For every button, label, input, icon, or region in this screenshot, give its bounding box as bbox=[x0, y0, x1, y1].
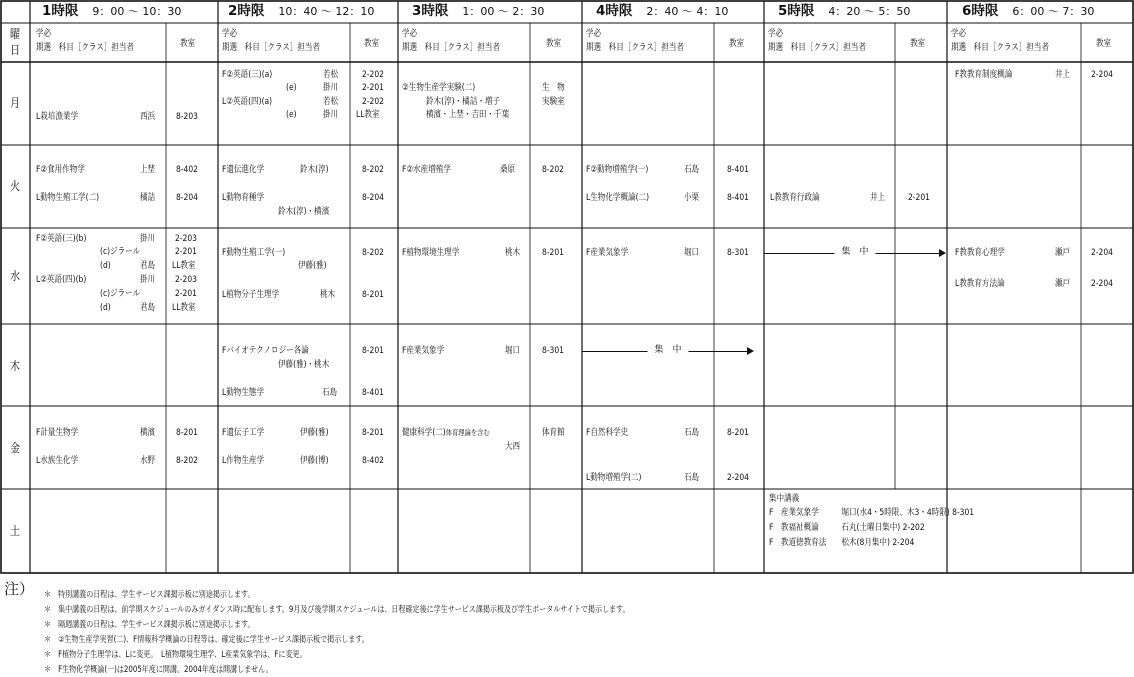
course-teacher: 桃木 bbox=[505, 248, 521, 258]
note-item: ＊ ②生物生産学実習(二)、F情報科学概論の日程等は、確定後に学生サービス課掲示板で掲示します。 bbox=[44, 634, 369, 644]
course-room: 8-201 bbox=[362, 428, 384, 438]
course-room: 2-204 bbox=[1091, 248, 1113, 258]
course-room: 8-204 bbox=[176, 193, 198, 203]
intensive-arrow-label: 集 中 bbox=[647, 346, 688, 355]
course-room: 8-202 bbox=[362, 248, 384, 258]
course-room: 8-202 bbox=[176, 456, 198, 466]
course-subheader-5: 学必 bbox=[768, 29, 784, 39]
course-title: F産業気象学 bbox=[586, 248, 629, 258]
day-mon: 月 bbox=[10, 96, 21, 110]
course-staff: 伊藤(雅) bbox=[298, 261, 327, 271]
course-teacher: 上埜 bbox=[140, 165, 156, 175]
course-title: L動物生殖工学(二) bbox=[36, 193, 100, 203]
course-title: L教教育行政論 bbox=[770, 193, 820, 203]
course-staff: 横濱・上埜・吉田・千葉 bbox=[426, 110, 510, 120]
course-title: (d) bbox=[100, 303, 111, 313]
course-title: (c)ジラール bbox=[100, 289, 141, 299]
course-title: Fバイオテクノロジー各論 bbox=[222, 346, 309, 356]
course-title: L栽培漁業学 bbox=[36, 112, 79, 122]
course-subheader-6: 学必 bbox=[951, 29, 967, 39]
course-teacher: 石島 bbox=[322, 388, 338, 398]
course-room: 2-204 bbox=[1091, 70, 1113, 80]
day-tue: 火 bbox=[10, 179, 21, 193]
course-subheader-4b: 期選 科目［クラス］担当者 bbox=[586, 43, 685, 53]
course-teacher: 君島 bbox=[140, 303, 156, 313]
course-teacher: 堀口 bbox=[505, 346, 521, 356]
course-teacher: 大西 bbox=[505, 442, 521, 452]
course-room: 8-402 bbox=[362, 456, 384, 466]
room-subheader-2: 教室 bbox=[364, 39, 380, 49]
course-title: ②生物生産学実験(二) bbox=[402, 83, 476, 93]
course-teacher: 瀬戸 bbox=[1055, 279, 1071, 289]
course-title: F計量生物学 bbox=[36, 428, 79, 438]
course-title: F②英語(三)(a) bbox=[222, 70, 273, 80]
course-title: F植物環境生理学 bbox=[402, 248, 460, 258]
course-teacher: 桑原 bbox=[500, 165, 516, 175]
course-room: 8-401 bbox=[362, 388, 384, 398]
course-room: 2-202 bbox=[362, 70, 384, 80]
course-title: L水族生化学 bbox=[36, 456, 79, 466]
course-teacher: 石島 bbox=[684, 165, 700, 175]
course-staff: 鈴木(淳)・橘詰・増子 bbox=[426, 97, 500, 107]
course-room: 8-201 bbox=[362, 346, 384, 356]
course-room: 2-201 bbox=[175, 289, 197, 299]
course-title: 健康科学(二)体育理論を含む bbox=[402, 428, 490, 438]
course-teacher: 君島 bbox=[140, 261, 156, 271]
course-subheader-5b: 期選 科目［クラス］担当者 bbox=[768, 43, 867, 53]
course-room: 2-201 bbox=[175, 247, 197, 257]
course-title: L生物化学概論(二) bbox=[586, 193, 650, 203]
course-title: L②英語(四)(b) bbox=[36, 275, 87, 285]
notes-header: 注） bbox=[4, 580, 35, 598]
day-thu: 木 bbox=[10, 359, 21, 373]
course-room: 体育館 bbox=[542, 428, 565, 438]
period-1-header: 1時限 9：00 〜 10：30 bbox=[42, 3, 182, 19]
period-2-header: 2時限 10：40 〜 12：10 bbox=[228, 3, 375, 19]
course-subheader-2b: 期選 科目［クラス］担当者 bbox=[222, 43, 321, 53]
course-title: F教教育心理学 bbox=[955, 248, 1005, 258]
course-title: L作物生産学 bbox=[222, 456, 265, 466]
course-subheader-3b: 期選 科目［クラス］担当者 bbox=[402, 43, 501, 53]
course-title: L動物増殖学(二) bbox=[586, 473, 642, 483]
note-item: ＊ F植物分子生理学は、Lに変更。 L植物環境生理学、L産業気象学は、Fに変更。 bbox=[44, 649, 307, 659]
intensive-arrow bbox=[582, 347, 754, 356]
course-teacher: 掛川 bbox=[323, 83, 339, 93]
course-subheader-6b: 期選 科目［クラス］担当者 bbox=[951, 43, 1050, 53]
course-room: 2-203 bbox=[175, 275, 197, 285]
intensive-item: F 産業気象学 堀口(水4・5時限、木3・4時限) 8-301 bbox=[769, 508, 975, 518]
course-title: (e) bbox=[286, 110, 297, 120]
course-room: 8-201 bbox=[362, 290, 384, 300]
course-room: 実験室 bbox=[542, 97, 565, 107]
course-title: (c)ジラール bbox=[100, 247, 141, 257]
intensive-arrow bbox=[764, 249, 946, 258]
course-subheader-2: 学必 bbox=[222, 29, 238, 39]
course-teacher: 桃木 bbox=[320, 290, 336, 300]
course-room: LL教室 bbox=[356, 110, 380, 120]
course-teacher: 石島 bbox=[684, 428, 700, 438]
course-staff: 伊藤(雅)・桃木 bbox=[278, 360, 330, 370]
course-room: 8-204 bbox=[362, 193, 384, 203]
course-subheader-3: 学必 bbox=[402, 29, 418, 39]
course-room: 8-301 bbox=[542, 346, 564, 356]
course-room: 2-201 bbox=[908, 193, 930, 203]
course-teacher: 堀口 bbox=[684, 248, 700, 258]
course-room: 8-301 bbox=[727, 248, 749, 258]
room-subheader-4: 教室 bbox=[729, 39, 745, 49]
course-title: F②水産増殖学 bbox=[402, 165, 451, 175]
course-title: L②英語(四)(a) bbox=[222, 97, 273, 107]
course-teacher: 掛川 bbox=[140, 275, 156, 285]
room-subheader-3: 教室 bbox=[546, 39, 562, 49]
intensive-item: F 教福祉概論 石丸(土曜日集中) 2-202 bbox=[769, 523, 925, 533]
course-room: 8-201 bbox=[176, 428, 198, 438]
intensive-arrow-label: 集 中 bbox=[834, 248, 875, 257]
room-subheader-5: 教室 bbox=[910, 39, 926, 49]
course-teacher: 橘詰 bbox=[140, 193, 156, 203]
course-room: 8-202 bbox=[362, 165, 384, 175]
period-4-header: 4時限 2：40 〜 4：10 bbox=[596, 3, 729, 19]
course-teacher: 瀬戸 bbox=[1055, 248, 1071, 258]
course-teacher: 横濱 bbox=[140, 428, 156, 438]
course-teacher: 小栗 bbox=[684, 193, 700, 203]
day-sat: 土 bbox=[10, 524, 21, 538]
note-item: ＊ 特別講義の日程は、学生サービス課掲示板に別途掲示します。 bbox=[44, 589, 255, 599]
course-room: 8-203 bbox=[176, 112, 198, 122]
course-room: 2-204 bbox=[1091, 279, 1113, 289]
intensive-title: 集中講義 bbox=[769, 494, 800, 504]
course-room: 2-203 bbox=[175, 234, 197, 244]
course-room: 8-202 bbox=[542, 165, 564, 175]
course-teacher: 西浜 bbox=[140, 112, 156, 122]
course-room: 生 物 bbox=[542, 83, 565, 93]
course-title: F産業気象学 bbox=[402, 346, 445, 356]
course-teacher: 掛川 bbox=[140, 234, 156, 244]
course-title: L植物分子生理学 bbox=[222, 290, 280, 300]
course-title: (d) bbox=[100, 261, 111, 271]
course-title: F②食用作物学 bbox=[36, 165, 85, 175]
course-room: 8-201 bbox=[542, 248, 564, 258]
course-teacher: 若松 bbox=[323, 97, 339, 107]
intensive-item: F 教道徳教育法 松木(8月集中) 2-204 bbox=[769, 538, 915, 548]
course-teacher: 井上 bbox=[1055, 70, 1071, 80]
course-teacher: 掛川 bbox=[323, 110, 339, 120]
course-teacher: 石島 bbox=[684, 473, 700, 483]
course-title: L動物育種学 bbox=[222, 193, 265, 203]
course-staff: 鈴木(淳)・横濱 bbox=[278, 207, 330, 217]
course-title: F②英語(三)(b) bbox=[36, 234, 87, 244]
course-title: L動物生態学 bbox=[222, 388, 265, 398]
course-title: F自然科学史 bbox=[586, 428, 629, 438]
course-room: 8-201 bbox=[727, 428, 749, 438]
course-teacher: 伊藤(雅) bbox=[300, 428, 329, 438]
course-room: 2-204 bbox=[727, 473, 749, 483]
course-title: F遺伝進化学 bbox=[222, 165, 265, 175]
course-note: 体育理論を含む bbox=[445, 428, 490, 437]
course-room: LL教室 bbox=[172, 261, 196, 271]
course-teacher: 鈴木(淳) bbox=[300, 165, 329, 175]
course-teacher: 伊藤(博) bbox=[300, 456, 329, 466]
course-room: 8-402 bbox=[176, 165, 198, 175]
course-title: F教教育制度概論 bbox=[955, 70, 1013, 80]
room-subheader-1: 教室 bbox=[180, 39, 196, 49]
course-title: F②動物増殖学(一) bbox=[586, 165, 649, 175]
course-subheader-4: 学必 bbox=[586, 29, 602, 39]
note-item: ＊ 隔週講義の日程は、学生サービス課掲示板に別途掲示します。 bbox=[44, 619, 255, 629]
day-wed: 水 bbox=[10, 269, 21, 283]
course-subheader-1: 学必 bbox=[36, 29, 52, 39]
course-teacher: 井上 bbox=[870, 193, 886, 203]
period-5-header: 5時限 4：20 〜 5：50 bbox=[778, 3, 911, 19]
room-subheader-6: 教室 bbox=[1096, 39, 1112, 49]
course-title: F動物生殖工学(一) bbox=[222, 248, 286, 258]
note-item: ＊ F生物化学概論(一)は2005年度に開講。2004年度は開講しません。 bbox=[44, 664, 273, 674]
day-fri: 金 bbox=[10, 441, 21, 455]
course-title: (e) bbox=[286, 83, 297, 93]
period-6-header: 6時限 6：00 〜 7：30 bbox=[962, 3, 1095, 19]
period-3-header: 3時限 1：00 〜 2：30 bbox=[412, 3, 545, 19]
course-room: 2-202 bbox=[362, 97, 384, 107]
course-room: LL教室 bbox=[172, 303, 196, 313]
day-header-1: 曜 bbox=[10, 27, 21, 41]
course-teacher: 若松 bbox=[323, 70, 339, 80]
note-item: ＊ 集中講義の日程は、前学期スケジュールのみガイダンス時に配布します。9月及び後学期スケジュールは、日程確定後に学生サービス課掲示板及び学生ポータルサイトで掲示します。 bbox=[44, 604, 630, 614]
course-room: 8-401 bbox=[727, 193, 749, 203]
day-header-2: 日 bbox=[10, 43, 21, 57]
course-room: 2-201 bbox=[362, 83, 384, 93]
course-title: F遺伝子工学 bbox=[222, 428, 265, 438]
course-room: 8-401 bbox=[727, 165, 749, 175]
course-subheader-1b: 期選 科目［クラス］担当者 bbox=[36, 43, 135, 53]
course-teacher: 水野 bbox=[140, 456, 156, 466]
course-title: L教教育方法論 bbox=[955, 279, 1005, 289]
